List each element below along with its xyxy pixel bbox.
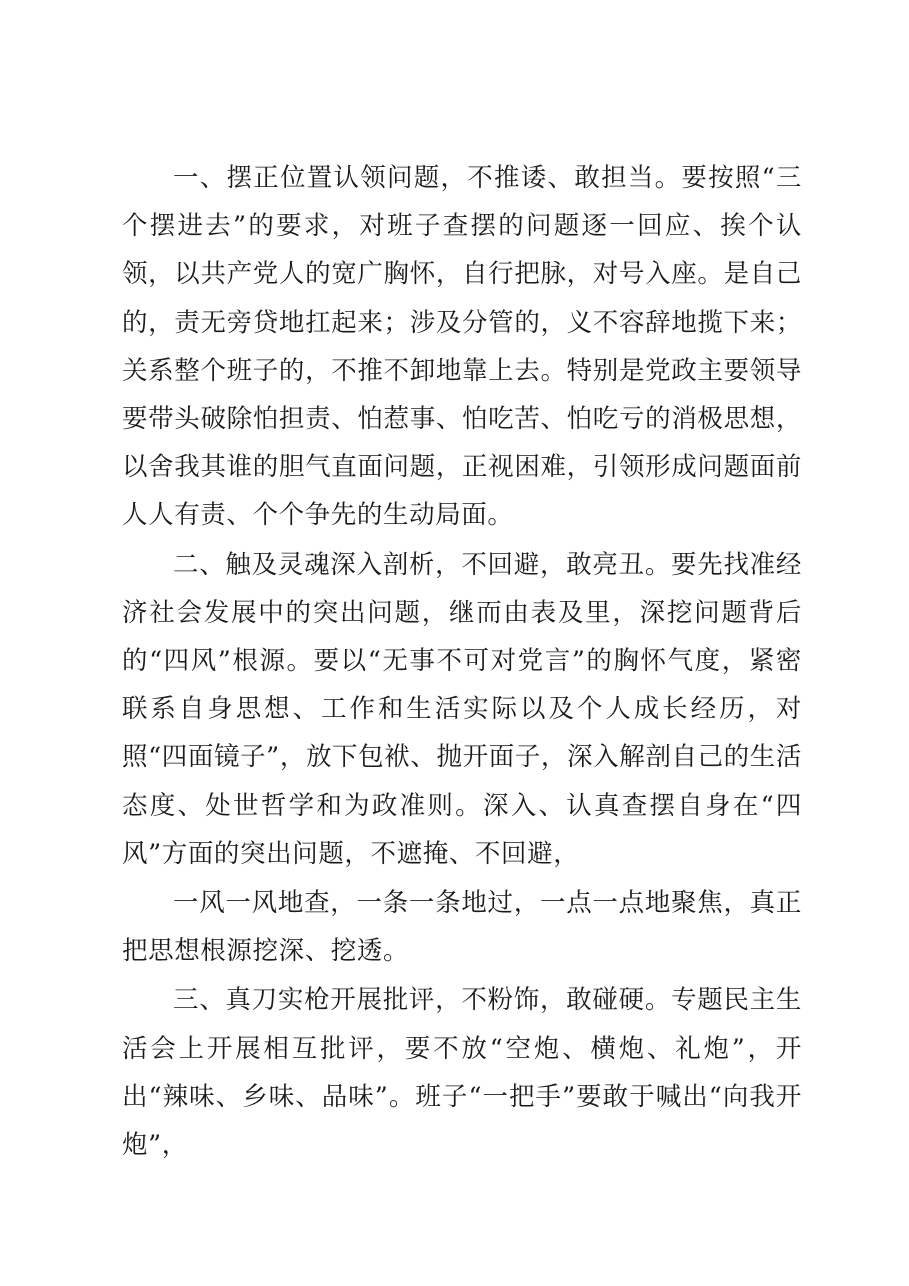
document-body bbox=[122, 154, 802, 1169]
paragraph-2: 二、触及灵魂深入剖析，不回避，敢亮丑。要先找准经济社会发展中的突出问题，继而由表及里，深挖问题背后的“四风”根源。要以“无事不可对党言”的胸怀气度，紧密联系自身思想、工作和生活实际以及个人成长经历，对照“四面镜子”，放下包袱、抛开面子，深入解剖自己的生活态度、处世哲学和为政准则。深入、认真查摆自身在“四风”方面的突出问题，不遮掩、不回避， bbox=[122, 549, 802, 869]
paragraph-3: 一风一风地查，一条一条地过，一点一点地聚焦，真正把思想根源挖深、挖透。 bbox=[122, 888, 802, 967]
paragraph-1: 一、摆正位置认领问题，不推诿、敢担当。要按照“三个摆进去”的要求，对班子查摆的问题逐一回应、挨个认领，以共产党人的宽广胸怀，自行把脉，对号入座。是自己的，责无旁贷地扛起来；涉及分管的，义不容辞地揽下来；关系整个班子的，不推不卸地靠上去。特别是党政主要领导要带头破除怕担责、怕惹事、怕吃苦、怕吃亏的消极思想，以舍我其谁的胆气直面问题，正视困难，引领形成问题面前人人有责、个个争先的生动局面。 bbox=[122, 163, 802, 531]
paragraph-4: 三、真刀实枪开展批评，不粉饰，敢碰硬。专题民主生活会上开展相互批评，要不放“空炮、横炮、礼炮”，开出“辣味、乡味、品味”。班子“一把手”要敢于喊出“向我开炮”， bbox=[122, 985, 802, 1161]
